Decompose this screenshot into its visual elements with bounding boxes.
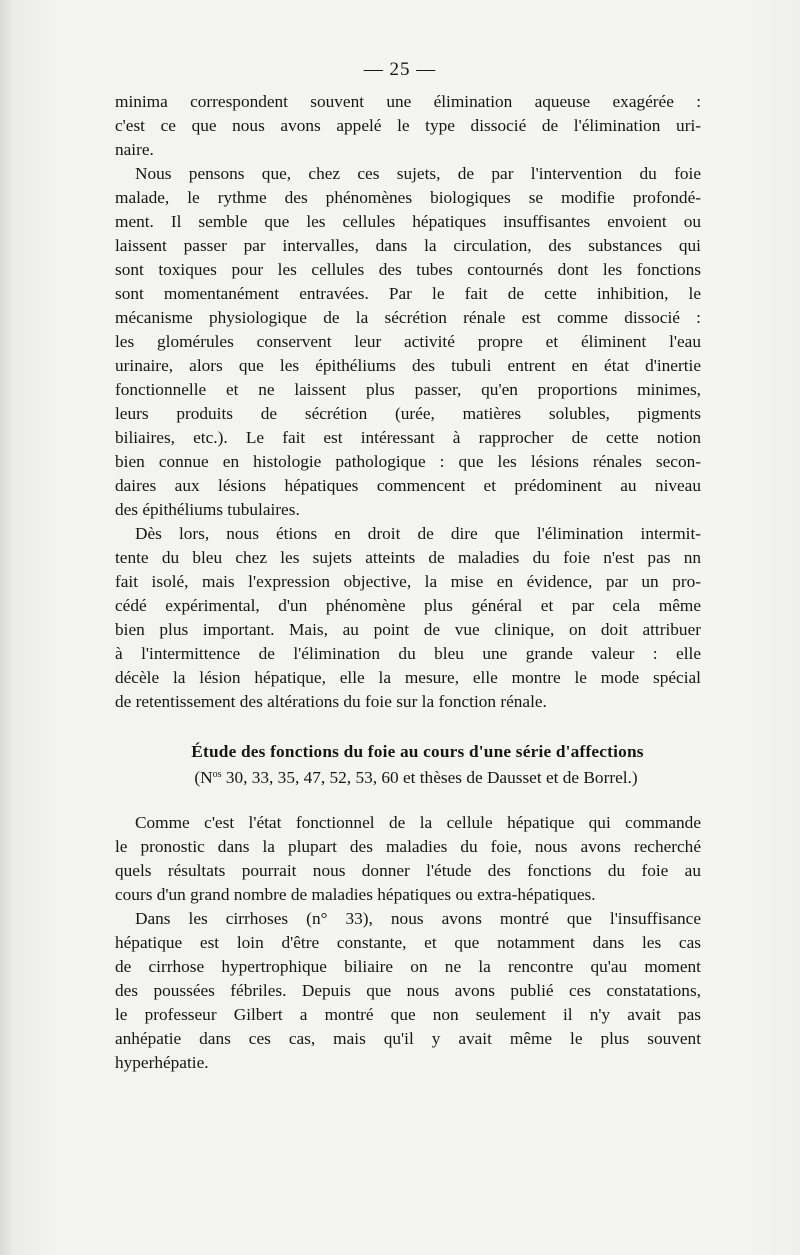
- text-line: cours d'un grand nombre de maladies hépatiques ou extra-hépatiques.: [115, 885, 596, 904]
- text-line: Nous pensons que, chez ces sujets, de par l'intervention du foie: [135, 164, 701, 183]
- text-line: hyperhépatie.: [115, 1053, 209, 1072]
- text-line: Dans les cirrhoses (n° 33), nous avons montré que l'insuffisance: [135, 909, 701, 928]
- text-line: fait isolé, mais l'expression objective, la mise en évidence, par un pro-: [115, 572, 701, 591]
- text-line: urinaire, alors que les épithéliums des tubuli entrent en état d'inertie: [115, 356, 701, 375]
- text-line: de cirrhose hypertrophique biliaire on ne la rencontre qu'au moment: [115, 957, 701, 976]
- text-line: ment. Il semble que les cellules hépatiques insuffisantes envoient ou: [115, 212, 701, 231]
- text-line: laissent passer par intervalles, dans la circulation, des substances qui: [115, 236, 701, 255]
- text-line: cédé expérimental, d'un phénomène plus général et par cela même: [115, 596, 701, 615]
- text-line: sont toxiques pour les cellules des tubes contournés dont les fonctions: [115, 260, 701, 279]
- text-line: minima correspondent souvent une élimination aqueuse exagérée :: [115, 92, 701, 111]
- text-line: bien plus important. Mais, au point de vue clinique, on doit attribuer: [115, 620, 701, 639]
- text-line: hépatique est loin d'être constante, et que notamment dans les cas: [115, 933, 701, 952]
- text-line: à l'intermittence de l'élimination du bleu une grande valeur : elle: [115, 644, 701, 663]
- text-line: des poussées fébriles. Depuis que nous avons publié ces constatations,: [115, 981, 701, 1000]
- paragraph-2: [115, 162, 701, 522]
- text-line: fonctionnelle et ne laissent plus passer, qu'en proportions minimes,: [115, 380, 701, 399]
- text-line: daires aux lésions hépatiques commencent et prédominent au niveau: [115, 476, 701, 495]
- subheading-references: 30, 33, 35, 47, 52, 53, 60 et thèses de Dausset et de Borrel.): [221, 768, 638, 787]
- text-line: leurs produits de sécrétion (urée, matières solubles, pigments: [115, 404, 701, 423]
- text-line: Comme c'est l'état fonctionnel de la cellule hépatique qui commande: [135, 813, 701, 832]
- text-line: sont momentanément entravées. Par le fait de cette inhibition, le: [115, 284, 701, 303]
- text-line: tente du bleu chez les sujets atteints de maladies du foie n'est pas nn: [115, 548, 701, 567]
- paragraph-5: [115, 907, 701, 1075]
- text-line: quels résultats pourrait nous donner l'étude des fonctions du foie au: [115, 861, 701, 880]
- text-line: biliaires, etc.). Le fait est intéressant à rapprocher de cette notion: [115, 428, 701, 447]
- section-intermittent-elimination: [115, 90, 701, 714]
- text-line: des épithéliums tubulaires.: [115, 500, 300, 519]
- paragraph-3: [115, 522, 701, 714]
- paragraph-4: [115, 811, 701, 907]
- text-line: le professeur Gilbert a montré que non seulement il n'y avait pas: [115, 1005, 701, 1024]
- text-line: anhépatie dans ces cas, mais qu'il y avait même le plus souvent: [115, 1029, 701, 1048]
- text-line: bien connue en histologie pathologique : que les lésions rénales secon-: [115, 452, 701, 471]
- text-line: Dès lors, nous étions en droit de dire que l'élimination intermit-: [135, 524, 701, 543]
- section-liver-functions: [115, 811, 701, 1075]
- text-line: naire.: [115, 140, 154, 159]
- subheading-superscript: os: [212, 769, 222, 780]
- page-number: — 25 —: [363, 59, 437, 80]
- text-line: de retentissement des altérations du foie sur la fonction rénale.: [115, 692, 547, 711]
- text-line: malade, le rythme des phénomènes biologiques se modifie profondé-: [115, 188, 701, 207]
- text-line: c'est ce que nous avons appelé le type dissocié de l'élimination uri-: [115, 116, 701, 135]
- section-subheading: [140, 766, 692, 790]
- subheading-open: (N: [194, 768, 213, 787]
- paragraph-1: [115, 90, 701, 162]
- text-line: mécanisme physiologique de la sécrétion rénale est comme dissocié :: [115, 308, 701, 327]
- text-line: décèle la lésion hépatique, elle la mesure, elle montre le mode spécial: [115, 668, 701, 687]
- text-line: le pronostic dans la plupart des maladies du foie, nous avons recherché: [115, 837, 701, 856]
- section-heading: Étude des fonctions du foie au cours d'une série d'affections: [191, 742, 644, 761]
- text-line: les glomérules conservent leur activité propre et éliminent l'eau: [115, 332, 701, 351]
